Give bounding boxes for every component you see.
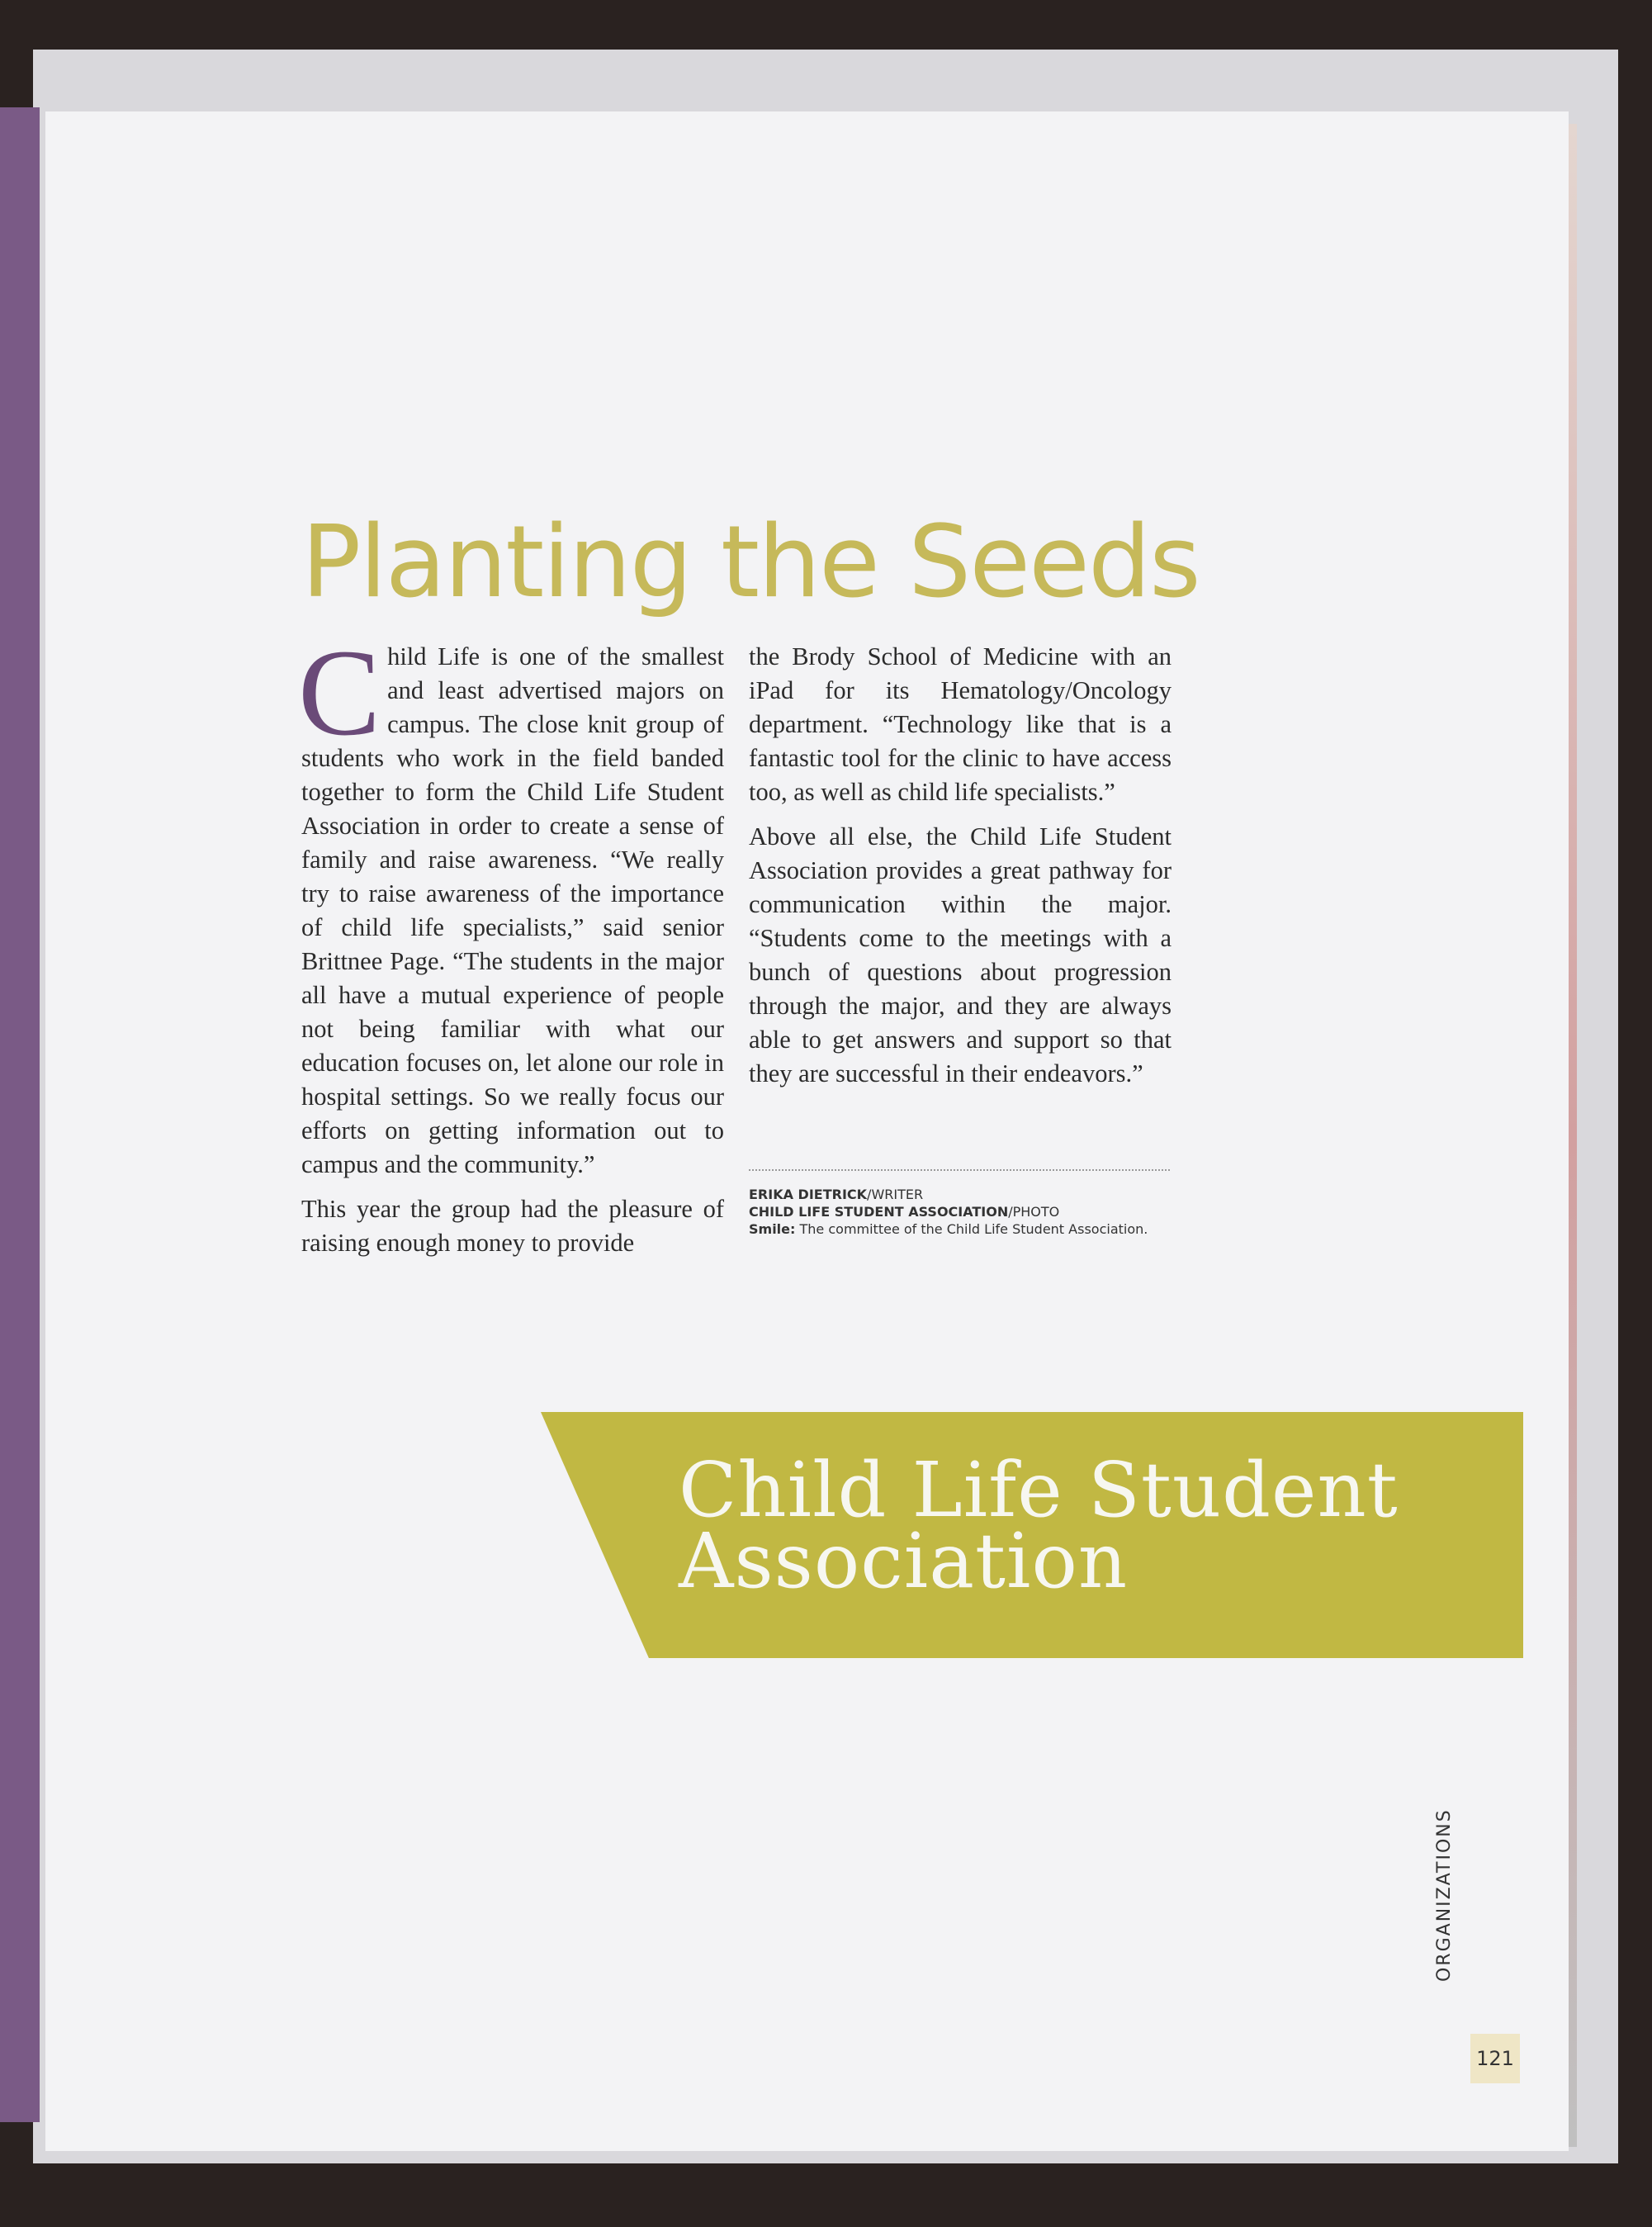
caption-label: Smile: [749,1221,796,1237]
section-label: ORGANIZATIONS [1434,1808,1455,1982]
article-title: Planting the Seeds [301,505,1200,620]
photo-credit [749,1203,1178,1220]
paragraph-text: hild Life is one of the smallest and least advertised majors on campus. The close knit group of students who work in the field banded together to form the Child Life Student Association in order to create a sense of family and raise awareness. “We really try to raise awareness of the importance of child life specialists,” said senior Brittnee Page. “The students in the major all have a mutual experience of people not being familiar with what our education focuses on, let alone our role in hospital settings. So we really focus our efforts on getting information out to campus and the community.” [301,642,724,1178]
banner-heading [679,1446,1504,1605]
page-stack-edge [1569,124,1577,2147]
writer-credit [749,1186,1178,1203]
facing-page-edge [0,107,40,2122]
banner-line-1: Child Life Student [679,1446,1399,1534]
yearbook-page [45,111,1569,2151]
caption-text: The committee of the Child Life Student Association. [795,1221,1148,1237]
photo-caption [749,1220,1178,1238]
drop-cap: C [298,624,381,761]
paragraph: Above all else, the Child Life Student Association provides a great pathway for communication within the major. “Students come to the meetings with a bunch of questions about progression through the major, and they are always able to get answers and support so that they are successful in their endeavors.” [749,822,1172,1087]
paragraph: the Brody School of Medicine with an iPad for its Hematology/Oncology department. “Technology like that is a fantastic tool for the clinic to have access too, as well as child life specialists.” [749,642,1172,806]
banner-line-2: Association [679,1517,1129,1605]
writer-name: ERIKA DIETRICK [749,1187,868,1202]
article-column-right [749,640,1172,1102]
page-number: 121 [1470,2034,1520,2083]
paragraph [298,624,724,1182]
photographer-name: CHILD LIFE STUDENT ASSOCIATION [749,1204,1009,1220]
writer-role: /WRITER [867,1187,924,1202]
credits-divider [749,1169,1170,1171]
photo-credits [749,1186,1178,1238]
paragraph: This year the group had the pleasure of raising enough money to provide [301,1195,724,1257]
article-column-left [298,624,724,1271]
photo-role: /PHOTO [1008,1204,1060,1220]
